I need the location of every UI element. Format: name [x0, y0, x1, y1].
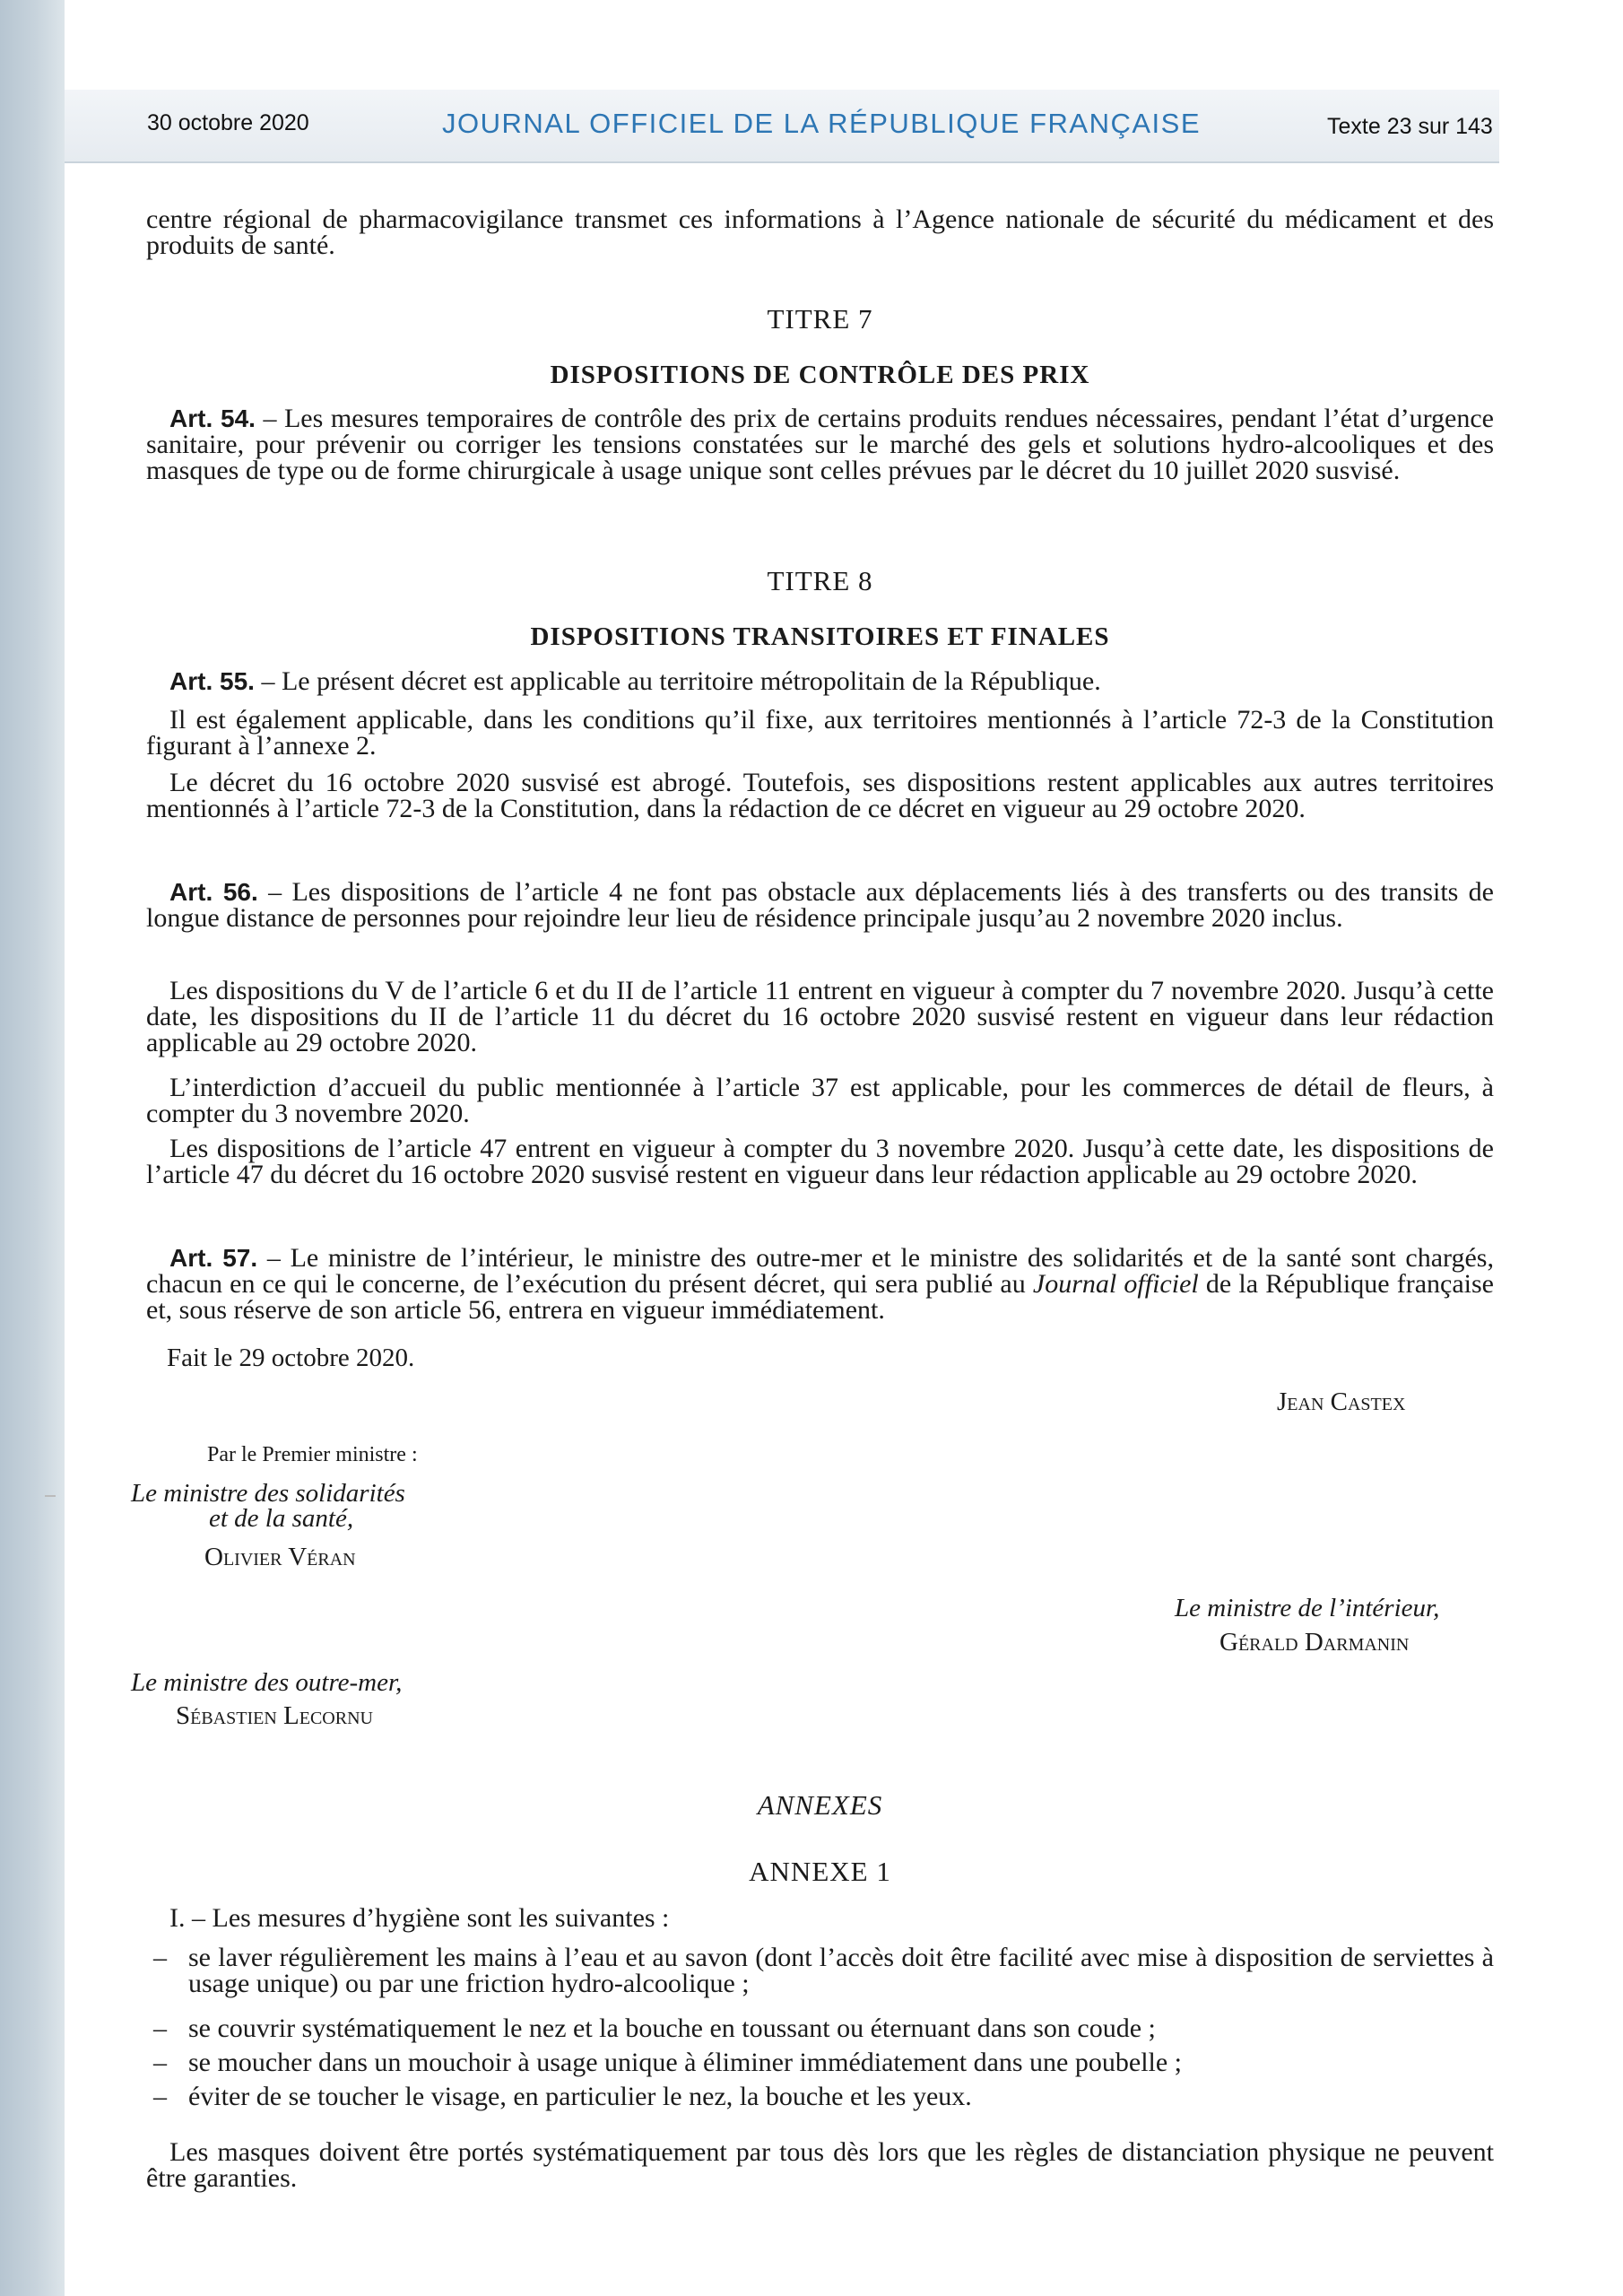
article-56-text: – Les dispositions de l’article 4 ne font pas obstacle aux déplacements liés à des transferts ou des transits de longue distance de personnes pour rejoindre leur lieu de résidence principale jusqu’au 2 novembre 2020 inclus.	[146, 877, 1494, 933]
list-dash: –	[153, 2013, 167, 2043]
hygiene-item-2	[146, 2015, 1494, 2041]
article-55-paragraph-2: Il est également applicable, dans les conditions qu’il fixe, aux territoires mentionnés à l’article 72-3 de la Constitution figurant à l’annexe 2.	[146, 705, 1494, 761]
article-55-label: Art. 55.	[169, 667, 255, 695]
minister-overseas-name: Sébastien Lecornu	[176, 1701, 373, 1730]
journal-title: JOURNAL OFFICIEL DE LA RÉPUBLIQUE FRANÇAISE	[442, 108, 1201, 139]
scan-mark	[45, 1495, 56, 1497]
article-56-label: Art. 56.	[169, 878, 258, 906]
article-57-label: Art. 57.	[169, 1244, 258, 1272]
article-56-paragraph-4: Les dispositions de l’article 47 entrent en vigueur à compter du 3 novembre 2020. Jusqu’à cette date, les dispositions de l’article 47 du décret du 16 octobre 2020 susvisé restent en vigueur dans leur rédaction applicable au 29 octobre 2020.	[146, 1134, 1494, 1189]
article-54	[146, 405, 1494, 483]
article-57-text-after: de la République française et, sous réserve de son article 56, entrera en vigueur immédiatement.	[146, 1269, 1494, 1325]
annexe-1-intro: I. – Les mesures d’hygiène sont les suivantes :	[169, 1903, 670, 1933]
hygiene-item-text: éviter de se toucher le visage, en particulier le nez, la bouche et les yeux.	[188, 2082, 972, 2111]
annexe-1-title: ANNEXE 1	[749, 1856, 891, 1887]
intro-paragraph: centre régional de pharmacovigilance transmet ces informations à l’Agence nationale de sécurité du médicament et des produits de santé.	[146, 204, 1494, 260]
journal-officiel-reference: Journal officiel	[1032, 1269, 1199, 1299]
hygiene-item-3	[146, 2049, 1494, 2075]
fait-le-date: Fait le 29 octobre 2020.	[167, 1344, 415, 1372]
annexes-heading: ANNEXES	[757, 1789, 883, 1821]
hygiene-item-text: se couvrir systématiquement le nez et la bouche en toussant ou éternuant dans son coude ;	[188, 2013, 1156, 2043]
minister-health-name: Olivier Véran	[204, 1543, 356, 1571]
header-rule	[65, 161, 1499, 163]
article-54-label: Art. 54.	[169, 404, 256, 432]
hygiene-item-text: se moucher dans un mouchoir à usage unique à éliminer immédiatement dans une poubelle ;	[188, 2048, 1183, 2077]
article-56-paragraph-3: L’interdiction d’accueil du public mentionnée à l’article 37 est applicable, pour les commerces de détail de fleurs, à compter du 3 novembre 2020.	[146, 1073, 1494, 1128]
titre-7-heading: TITRE 7	[767, 303, 873, 335]
article-55	[146, 668, 1494, 694]
titre-8-heading: TITRE 8	[767, 565, 873, 596]
minister-overseas-title: Le ministre des outre-mer,	[131, 1668, 403, 1697]
minister-health-title-1: Le ministre des solidarités	[131, 1479, 405, 1508]
minister-health-title-2: et de la santé,	[209, 1504, 354, 1533]
hygiene-item-1	[146, 1944, 1494, 1996]
list-dash: –	[153, 2082, 167, 2111]
article-54-text: – Les mesures temporaires de contrôle des prix de certains produits rendues nécessaires, pendant l’état d’urgence sanitaire, pour prévenir ou corriger les tensions constatées sur le marché des gels et solutions hydro-alcooliques et des masques de type ou de forme chirurgicale à usage unique sont celles prévues par le décret du 10 juillet 2020 susvisé.	[146, 404, 1494, 485]
article-55-paragraph-3: Le décret du 16 octobre 2020 susvisé est abrogé. Toutefois, ses dispositions restent applicables aux autres territoires mentionnés à l’article 72-3 de la Constitution, dans la rédaction de ce décret en vigueur au 29 octobre 2020.	[146, 768, 1494, 823]
par-le-premier-ministre: Par le Premier ministre :	[207, 1443, 418, 1466]
list-dash: –	[153, 2048, 167, 2077]
article-57	[146, 1245, 1494, 1323]
article-56-paragraph-2: Les dispositions du V de l’article 6 et du II de l’article 11 entrent en vigueur à compter du 7 novembre 2020. Jusqu’à cette date, les dispositions du II de l’article 11 du décret du 16 octobre 2020 susvisé restent en vigueur dans leur rédaction applicable au 29 octobre 2020.	[146, 976, 1494, 1057]
masks-paragraph: Les masques doivent être portés systématiquement par tous dès lors que les règles de distanciation physique ne peuvent être garanties.	[146, 2137, 1494, 2193]
minister-interior-name: Gérald Darmanin	[1219, 1628, 1410, 1657]
scan-edge-band	[0, 0, 65, 2296]
minister-interior-title: Le ministre de l’intérieur,	[1175, 1594, 1440, 1622]
prime-minister-signature: Jean Castex	[1277, 1387, 1406, 1416]
article-57-text-before: – Le ministre de l’intérieur, le ministre des outre-mer et le ministre des solidarités et de la santé sont chargés, chacun en ce qui le concerne, de l’exécution du présent décret, qui sera publié au	[146, 1243, 1494, 1299]
list-dash: –	[153, 1943, 167, 1972]
hygiene-item-text: se laver régulièrement les mains à l’eau et au savon (dont l’accès doit être facilité avec mise à disposition de serviettes à usage unique) ou par une friction hydro-alcoolique ;	[188, 1943, 1494, 1998]
titre-8-subtitle: DISPOSITIONS TRANSITOIRES ET FINALES	[530, 622, 1110, 651]
article-55-text: – Le présent décret est applicable au territoire métropolitain de la République.	[254, 666, 1101, 696]
header-date: 30 octobre 2020	[147, 110, 309, 135]
article-56	[146, 879, 1494, 931]
hygiene-item-4	[146, 2083, 1494, 2109]
titre-7-subtitle: DISPOSITIONS DE CONTRÔLE DES PRIX	[550, 361, 1090, 389]
page-reference: Texte 23 sur 143	[1327, 114, 1493, 139]
